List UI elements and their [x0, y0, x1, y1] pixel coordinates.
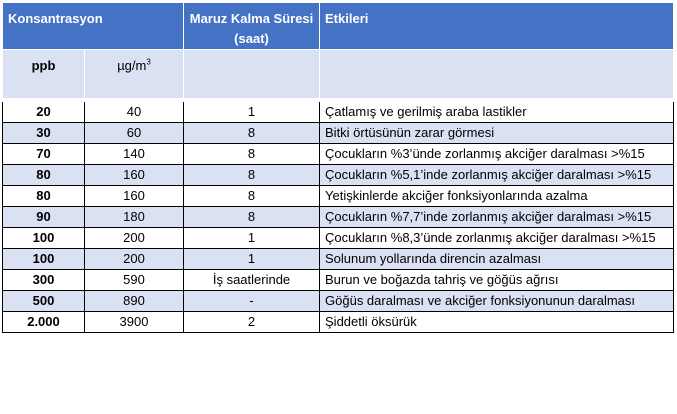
- cell-ppb: 30: [3, 123, 85, 144]
- cell-effect: Çatlamış ve gerilmiş araba lastikler: [320, 102, 674, 123]
- cell-ugm3: 200: [85, 228, 184, 249]
- cell-ppb: 300: [3, 270, 85, 291]
- header-effects: Etkileri: [320, 3, 674, 50]
- cell-duration: -: [184, 291, 320, 312]
- ozone-effects-table-container: [2, 2, 674, 333]
- cell-duration: 8: [184, 144, 320, 165]
- cell-effect: Çocukların %8,3’ünde zorlanmış akciğer daralması >%15: [320, 228, 674, 249]
- table-row: [3, 102, 674, 123]
- cell-ugm3: 3900: [85, 312, 184, 333]
- cell-duration: 8: [184, 123, 320, 144]
- table-row: [3, 165, 674, 186]
- cell-effect: Göğüs daralması ve akciğer fonksiyonunun daralması: [320, 291, 674, 312]
- cell-ugm3: 180: [85, 207, 184, 228]
- ozone-effects-table: [2, 2, 674, 333]
- cell-ppb: 500: [3, 291, 85, 312]
- table-row: [3, 270, 674, 291]
- cell-ugm3: 40: [85, 102, 184, 123]
- cell-ugm3: 60: [85, 123, 184, 144]
- header-concentration: Konsantrasyon: [3, 3, 184, 50]
- cell-effect: Şiddetli öksürük: [320, 312, 674, 333]
- cell-ugm3: 890: [85, 291, 184, 312]
- cell-duration: 8: [184, 186, 320, 207]
- table-row: [3, 312, 674, 333]
- cell-ppb: 70: [3, 144, 85, 165]
- table-row: [3, 123, 674, 144]
- cell-ppb: 90: [3, 207, 85, 228]
- table-row: [3, 207, 674, 228]
- cell-duration: İş saatlerinde: [184, 270, 320, 291]
- header-row: [3, 3, 674, 50]
- table-row: [3, 291, 674, 312]
- cell-ppb: 80: [3, 186, 85, 207]
- table-row: [3, 186, 674, 207]
- cell-ugm3: 140: [85, 144, 184, 165]
- cell-effect: Çocukların %5,1’inde zorlanmış akciğer daralması >%15: [320, 165, 674, 186]
- unit-ugm3-base: µg/m: [117, 58, 147, 73]
- table-row: [3, 228, 674, 249]
- cell-ugm3: 160: [85, 186, 184, 207]
- header-duration: Maruz Kalma Süresi (saat): [184, 3, 320, 50]
- cell-effect: Bitki örtüsünün zarar görmesi: [320, 123, 674, 144]
- cell-effect: Burun ve boğazda tahriş ve göğüs ağrısı: [320, 270, 674, 291]
- unit-ugm3-sup: 3: [146, 57, 151, 67]
- unit-ugm3: [85, 50, 184, 99]
- cell-ppb: 100: [3, 249, 85, 270]
- cell-ppb: 80: [3, 165, 85, 186]
- table-row: [3, 249, 674, 270]
- unit-row: [3, 50, 674, 99]
- cell-ppb: 100: [3, 228, 85, 249]
- table-body: [3, 102, 674, 333]
- unit-ppb: ppb: [3, 50, 85, 99]
- cell-effect: Yetişkinlerde akciğer fonksiyonlarında azalma: [320, 186, 674, 207]
- cell-duration: 8: [184, 207, 320, 228]
- cell-duration: 1: [184, 249, 320, 270]
- cell-effect: Çocukların %3’ünde zorlanmış akciğer daralması >%15: [320, 144, 674, 165]
- cell-duration: 1: [184, 102, 320, 123]
- unit-duration-empty: [184, 50, 320, 99]
- cell-effect: Çocukların %7,7’inde zorlanmış akciğer daralması >%15: [320, 207, 674, 228]
- cell-duration: 8: [184, 165, 320, 186]
- table-row: [3, 144, 674, 165]
- cell-ugm3: 200: [85, 249, 184, 270]
- cell-ppb: 20: [3, 102, 85, 123]
- cell-effect: Solunum yollarında direncin azalması: [320, 249, 674, 270]
- cell-ugm3: 590: [85, 270, 184, 291]
- cell-ppb: 2.000: [3, 312, 85, 333]
- cell-ugm3: 160: [85, 165, 184, 186]
- cell-duration: 1: [184, 228, 320, 249]
- cell-duration: 2: [184, 312, 320, 333]
- unit-effects-empty: [320, 50, 674, 99]
